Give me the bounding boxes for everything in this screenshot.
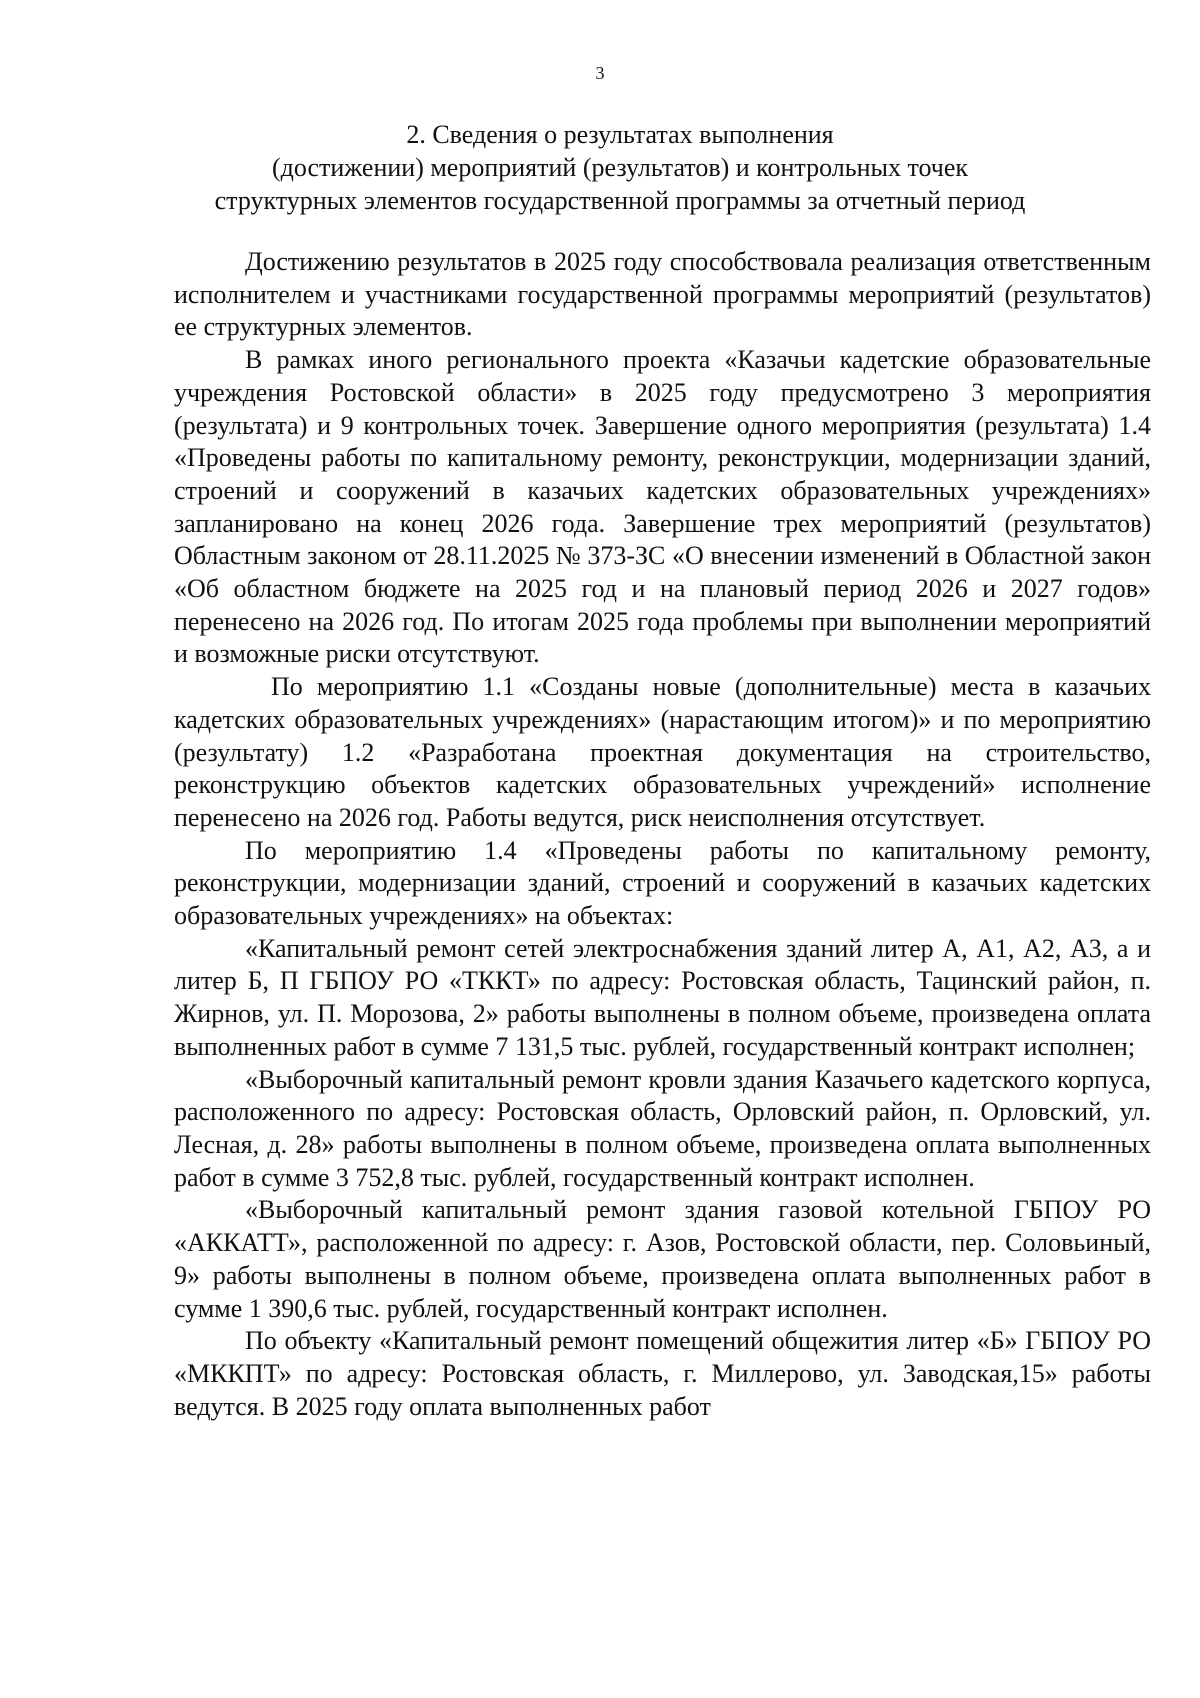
paragraph-measures-1-1-1-2: По мероприятию 1.1 «Созданы новые (дополнительные) места в казачьих кадетских образовательных учреждениях» (нарастающим итогом)» и по мероприятию (результату) 1.2 «Разработана проектная документация на строительство, реконструкцию объектов кадетских образовательных учреждений» исполнение перенесено на 2026 год. Работы ведутся, риск неисполнения отсутствует. <box>174 672 1151 832</box>
paragraph-object-akkatt-boiler: «Выборочный капитальный ремонт здания газовой котельной ГБПОУ РО «АККАТТ», расположенной по адресу: г. Азов, Ростовской области, пер. Соловьиный, 9» работы выполнены в полном объеме, произведена оплата выполненных работ в сумме 1 390,6 тыс. рублей, государственный контракт исполнен. <box>174 1195 1151 1323</box>
paragraph-results-achievement: Достижению результатов в 2025 году способствовала реализация ответственным исполнителем и участниками государственной программы мероприятий (результатов) ее структурных элементов. <box>174 247 1151 342</box>
paragraph-object-cadet-corps-roof: «Выборочный капитальный ремонт кровли здания Казачьего кадетского корпуса, расположенного по адресу: Ростовская область, Орловский район, п. Орловский, ул. Лесная, д. 28» работы выполнены в полном объеме, произведена оплата выполненных работ в сумме 3 752,8 тыс. рублей, государственный контракт исполнен. <box>174 1064 1151 1192</box>
heading-line-2: (достижении) мероприятий (результатов) и контрольных точек <box>271 153 969 182</box>
heading-line-3: структурных элементов государственной программы за отчетный период <box>214 186 1026 215</box>
paragraph-object-tkkt: «Капитальный ремонт сетей электроснабжения зданий литер А, А1, А2, А3, а и литер Б, П ГБПОУ РО «ТККТ» по адресу: Ростовская область, Тацинский район, п. Жирнов, ул. П. Морозова, 2» работы выполнены в полном объеме, произведена оплата выполненных работ в сумме 7 131,5 тыс. рублей, государственный контракт исполнен; <box>174 933 1151 1061</box>
document-body <box>174 246 1151 1423</box>
paragraph-measure-1-4: По мероприятию 1.4 «Проведены работы по капитальному ремонту, реконструкции, модернизации зданий, строений и сооружений в казачьих кадетских образовательных учреждениях» на объектах: <box>174 835 1151 931</box>
paragraph-object-mkkpt-dormitory: По объекту «Капитальный ремонт помещений общежития литер «Б» ГБПОУ РО «МККПТ» по адресу: Ростовская область, г. Миллерово, ул. Заводская,15» работы ведутся. В 2025 году оплата выполненных работ <box>174 1326 1151 1421</box>
paragraph-regional-project: В рамках иного регионального проекта «Казачьи кадетские образовательные учреждения Ростовской области» в 2025 году предусмотрено 3 мероприятия (результата) и 9 контрольных точек. Завершение одного мероприятия (результата) 1.4 «Проведены работы по капитальному ремонту, реконструкции, модернизации зданий, строений и сооружений в казачьих кадетских образовательных учреждениях» запланировано на конец 2026 года. Завершение трех мероприятий (результатов) Областным законом от 28.11.2025 № 373-ЗС «О внесении изменений в Областной закон «Об областном бюджете на 2025 год и на плановый период 2026 и 2027 годов» перенесено на 2026 год. По итогам 2025 года проблемы при выполнении мероприятий и возможные риски отсутствуют. <box>174 345 1151 669</box>
page-number: 3 <box>595 63 605 83</box>
section-heading <box>170 118 1070 217</box>
heading-line-1: 2. Сведения о результатах выполнения <box>406 120 834 149</box>
